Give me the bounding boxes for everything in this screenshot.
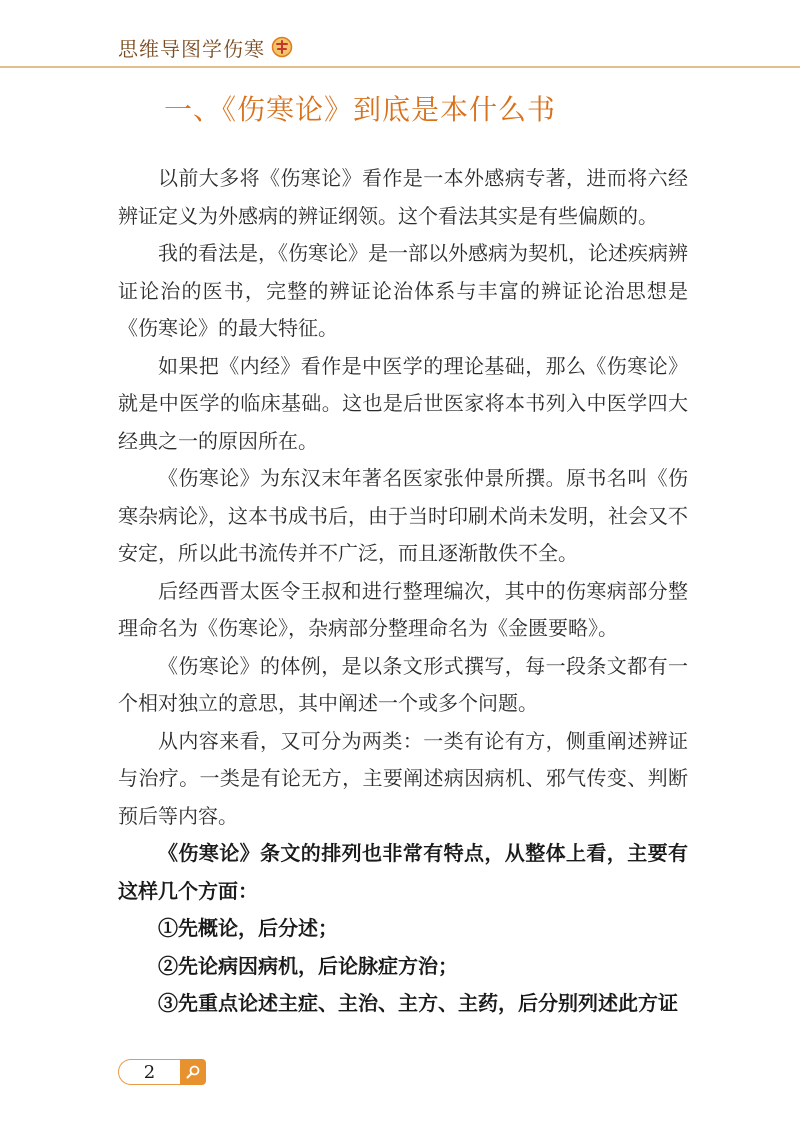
magnifier-icon [180,1059,206,1085]
paragraph: 《伤寒论》为东汉末年著名医家张仲景所撰。原书名叫《伤寒杂病论》，这本书成书后，由于当时印刷术尚未发明，社会又不安定，所以此书流传并不广泛，而且逐渐散佚不全。 [118,466,688,565]
paragraph: 从内容来看，又可分为两类：一类有论有方，侧重阐述辨证与治疗。一类是有论无方，主要阐述病因病机、邪气传变、判断预后等内容。 [118,728,688,828]
page-number-badge [118,1059,180,1085]
list-item: ②先论病因病机，后论脉症方治； [158,953,458,978]
book-title: 思维导图学伤寒 [118,36,265,61]
article-body [118,160,688,1023]
paragraph-emphasis: 《伤寒论》条文的排列也非常有特点，从整体上看，主要有这样几个方面： [118,841,688,903]
chapter-heading: 一、《伤寒论》到底是本什么书 [164,93,557,126]
paragraph: 如果把《内经》看作是中医学的理论基础，那么《伤寒论》就是中医学的临床基础。这也是后世医家将本书列入中医学四大经典之一的原因所在。 [118,353,688,453]
paragraph: 《伤寒论》的体例，是以条文形式撰写，每一段条文都有一个相对独立的意思，其中阐述一个或多个问题。 [118,653,688,715]
paragraph: 后经西晋太医令王叔和进行整理编次，其中的伤寒病部分整理命名为《伤寒论》，杂病部分整理命名为《金匮要略》。 [118,578,688,640]
paragraph: 我的看法是，《伤寒论》是一部以外感病为契机，论述疾病辨证论治的医书，完整的辨证论治体系与丰富的辨证论治思想是《伤寒论》的最大特征。 [118,241,688,340]
running-header [118,34,293,60]
list-item: ③先重点论述主症、主治、主方、主药，后分别列述此方证 [158,991,678,1015]
page-footer [118,1058,206,1086]
book-seal-icon [271,36,293,58]
header-divider [0,66,800,68]
paragraph: 以前大多将《伤寒论》看作是一本外感病专著，进而将六经辨证定义为外感病的辨证纲领。这个看法其实是有些偏颇的。 [118,166,688,228]
page-number: 2 [143,1061,156,1083]
list-item: ①先概论，后分述； [158,916,338,940]
